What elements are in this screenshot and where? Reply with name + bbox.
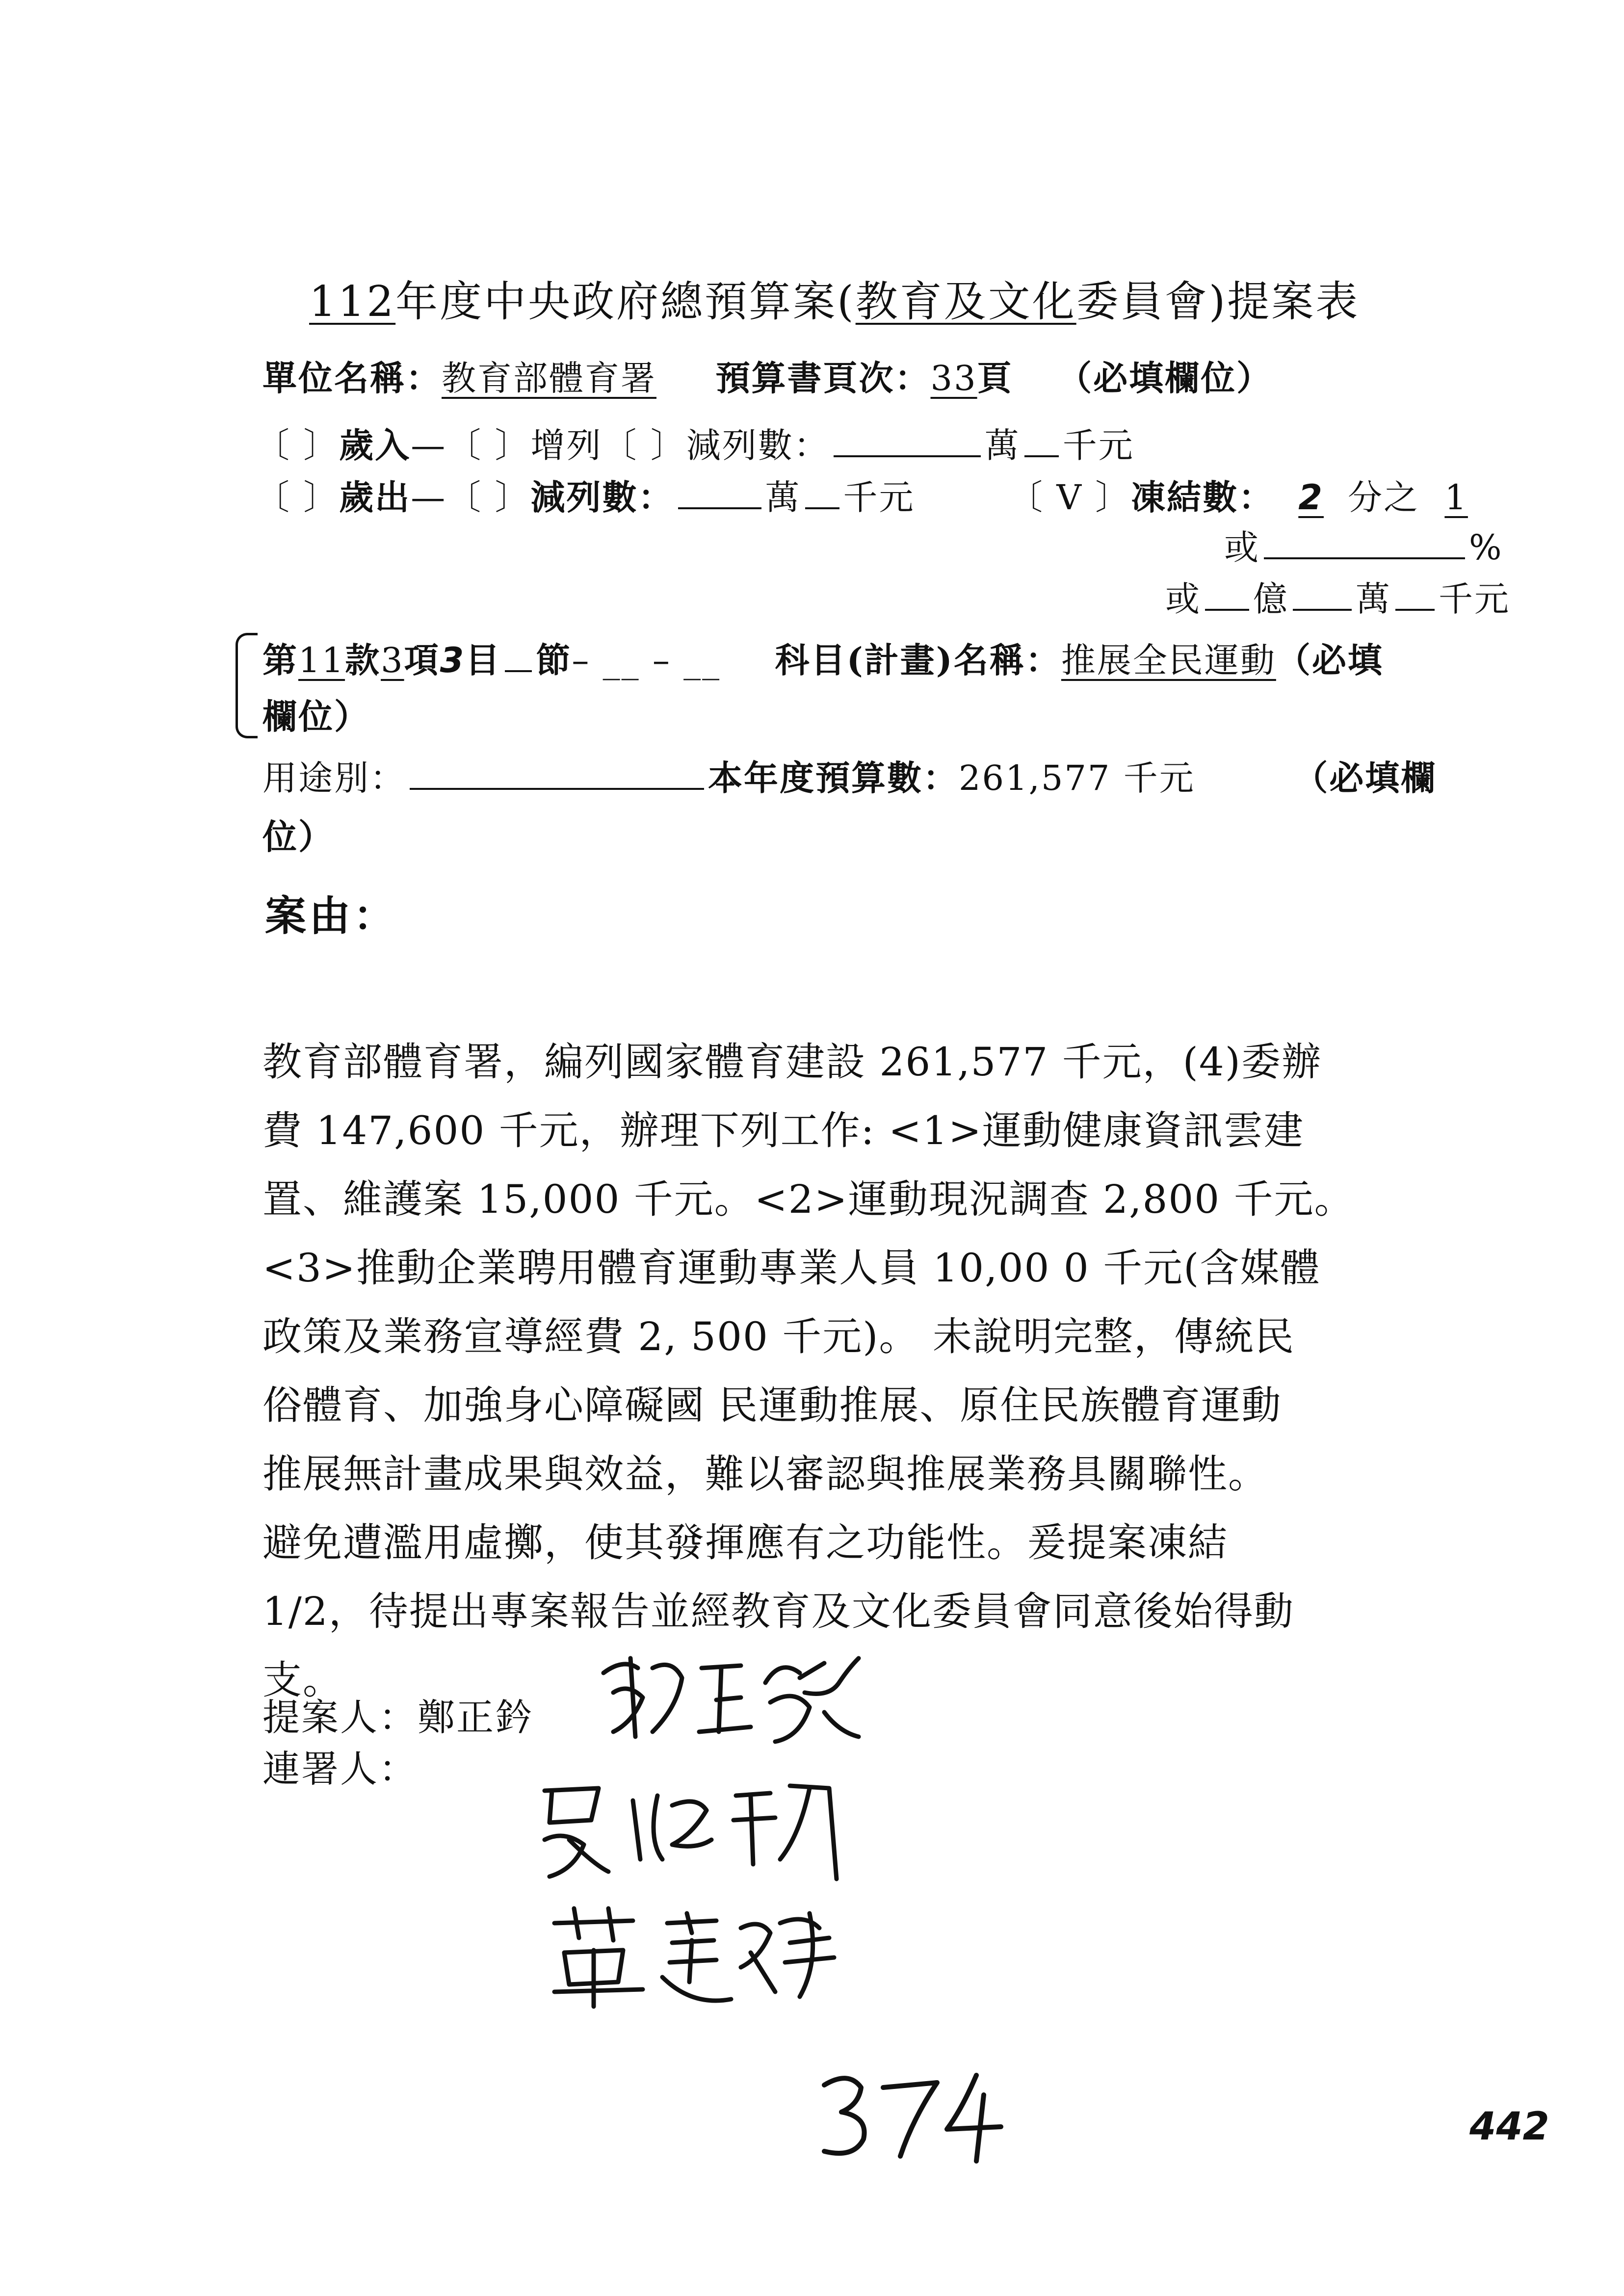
alt-wan: 萬 xyxy=(1356,579,1391,619)
alt-wan-blank xyxy=(1293,579,1352,611)
body-line: 推展無計畫成果與效益，難以審認與推展業務具關聯性。 xyxy=(262,1451,1268,1497)
item-bracket xyxy=(236,633,258,738)
body-line: 費 147,600 千元，辦理下列工作: <1>運動健康資訊雲建 xyxy=(262,1108,1305,1153)
mu-value: 3 xyxy=(440,640,466,680)
page-value: 33 xyxy=(930,358,977,398)
alt-qian-blank xyxy=(1395,579,1435,611)
mu-label: 目 xyxy=(465,640,501,680)
cosigner-signature-1 xyxy=(535,1766,868,1884)
body-line: 教育部體育署，編列國家體育建設 261,577 千元，(4)委辦 xyxy=(262,1039,1322,1085)
purpose-required-a: （必填欄 xyxy=(1293,757,1437,798)
revenue-label: 歲入 xyxy=(339,425,411,466)
alt-percent-blank xyxy=(1264,528,1465,559)
revenue-wan: 萬 xyxy=(984,425,1021,466)
proposer-label: 提案人： xyxy=(262,1696,418,1739)
alt-amount-or: 或 xyxy=(1165,579,1201,619)
purpose-required-b: 位） xyxy=(262,816,334,857)
title-main: 年度中央政府總預算案( xyxy=(395,277,856,326)
freeze-checkbox: 〔 V 〕 xyxy=(1008,477,1131,518)
revenue-decrease-label: 減列數： xyxy=(686,425,830,466)
purpose-label: 用途別： xyxy=(262,758,406,798)
body-line: 避免遭濫用虛擲，使其發揮應有之功能性。爰提案凍結 xyxy=(262,1520,1228,1565)
xiang-label: 項 xyxy=(404,640,440,680)
unit-row xyxy=(262,351,1272,400)
purpose-blank xyxy=(410,758,704,790)
unit-value: 教育部體育署 xyxy=(442,358,656,398)
alt-yi-blank xyxy=(1205,579,1249,611)
alt-amount-row xyxy=(1165,572,1510,621)
required-note: （必填欄位） xyxy=(1057,358,1273,398)
increase-checkbox: 〔 〕 xyxy=(446,425,531,466)
kuan-prefix: 第 xyxy=(262,640,298,680)
unit-label: 單位名稱： xyxy=(262,358,442,398)
jie-label: 節 xyxy=(536,640,572,680)
expense-qian-blank xyxy=(805,478,839,509)
item-row xyxy=(262,633,1384,682)
subject-label: 科目(計畫)名稱： xyxy=(775,640,1061,680)
jie-blank xyxy=(505,641,532,672)
page-suffix: 頁 xyxy=(977,358,1013,398)
proposer-signature xyxy=(594,1639,868,1751)
revenue-amount-blank xyxy=(834,426,981,457)
expense-dash: — xyxy=(411,477,447,518)
expense-decrease-label: 減列數： xyxy=(530,477,674,518)
revenue-dash: — xyxy=(411,425,447,466)
alt-qian: 千元 xyxy=(1439,579,1510,619)
proposer-name: 鄭正鈐 xyxy=(418,1696,534,1739)
expense-decrease-checkbox: 〔 〕 xyxy=(446,477,531,518)
title-committee-tail: 委員會)提案表 xyxy=(1076,277,1360,326)
decrease-checkbox: 〔 〕 xyxy=(602,425,686,466)
title-committee: 教育及文化 xyxy=(855,277,1076,326)
expense-checkbox: 〔 〕 xyxy=(255,477,340,518)
body-line: 支。 xyxy=(262,1657,343,1703)
alt-percent-or: 或 xyxy=(1224,527,1260,568)
expense-qian: 千元 xyxy=(843,477,915,518)
purpose-row xyxy=(262,751,1437,800)
body-line: 1/2，待提出專案報告並經教育及文化委員會同意後始得動 xyxy=(262,1589,1294,1634)
proposer-row xyxy=(262,1688,534,1741)
page-label: 預算書頁次： xyxy=(715,358,931,398)
subject-required-a: （必填 xyxy=(1276,640,1384,680)
revenue-row xyxy=(255,418,1134,468)
alt-yi: 億 xyxy=(1253,579,1289,619)
alt-percent-row xyxy=(1224,520,1503,570)
freeze-label: 凍結數： xyxy=(1131,477,1275,518)
body-line: 俗體育、加強身心障礙國 民運動推展、原住民族體育運動 xyxy=(262,1383,1282,1428)
kuan-value: 11 xyxy=(298,640,345,680)
xiang-value: 3 xyxy=(381,640,404,680)
revenue-qian-blank xyxy=(1024,426,1059,457)
subject-value: 推展全民運動 xyxy=(1061,640,1276,680)
expense-row xyxy=(255,470,1493,520)
budget-value: 261,577 千元 xyxy=(959,758,1195,798)
alt-percent-sign: % xyxy=(1469,527,1503,568)
handwritten-number xyxy=(814,2168,815,2169)
case-heading: 案由： xyxy=(265,891,398,940)
form-title xyxy=(309,267,1360,328)
increase-label: 增列 xyxy=(530,425,602,466)
cosigner-signature-2 xyxy=(545,1894,859,2011)
cosigner-label: 連署人： xyxy=(262,1747,418,1791)
item-dashes: – __ – __ xyxy=(572,640,721,680)
freeze-denominator: 2 xyxy=(1298,477,1324,518)
revenue-qian: 千元 xyxy=(1062,425,1134,466)
expense-amount-blank xyxy=(678,478,761,509)
expense-label: 歲出 xyxy=(339,477,411,518)
case-body xyxy=(262,1028,1391,1715)
expense-wan: 萬 xyxy=(765,477,801,518)
freeze-numerator: 1 xyxy=(1444,477,1468,518)
body-line: 政策及業務宣導經費 2, 500 千元)。 未說明完整，傳統民 xyxy=(262,1314,1295,1359)
body-line: 置、維護案 15,000 千元。<2>運動現況調查 2,800 千元。 xyxy=(262,1176,1355,1222)
title-year: 112 xyxy=(309,277,396,326)
fraction-word: 分之 xyxy=(1348,477,1420,518)
revenue-checkbox: 〔 〕 xyxy=(255,425,340,466)
subject-required-b: 欄位） xyxy=(262,696,370,737)
page-number: 442 xyxy=(1469,2105,1549,2149)
kuan-label: 款 xyxy=(345,640,381,680)
body-line: <3>推動企業聘用體育運動專業人員 10,00 0 千元(含媒體 xyxy=(262,1245,1321,1291)
handwritten-number-drawing xyxy=(814,2065,1021,2164)
budget-label: 本年度預算數： xyxy=(708,757,959,798)
